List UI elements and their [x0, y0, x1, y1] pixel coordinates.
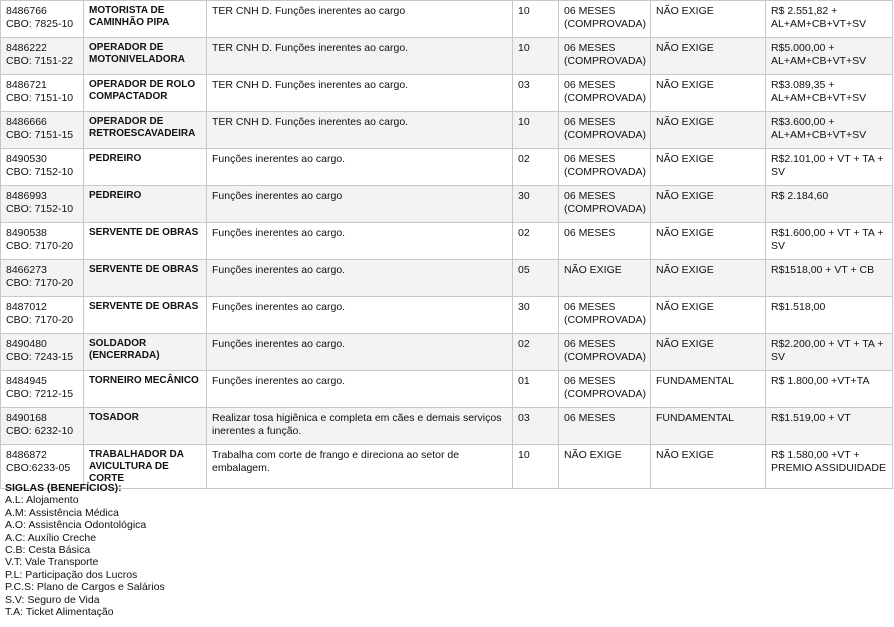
- job-title-cell: PEDREIRO: [84, 186, 207, 223]
- salary-benefits-cell: R$1518,00 + VT + CB: [766, 260, 893, 297]
- requirements-cell: Funções inerentes ao cargo.: [207, 334, 513, 371]
- schooling-cell: NÃO EXIGE: [651, 75, 766, 112]
- vacancy-code: 8486872: [6, 449, 47, 461]
- table-row: [1, 112, 893, 149]
- job-title-cell: TOSADOR: [84, 408, 207, 445]
- salary-benefits-cell: R$ 1.580,00 +VT + PREMIO ASSIDUIDADE: [766, 445, 893, 489]
- experience-cell: NÃO EXIGE: [559, 260, 651, 297]
- vacancy-code-cell: [1, 112, 84, 149]
- vacancy-code: 8486993: [6, 190, 47, 202]
- vacancies-count-cell: 05: [513, 260, 559, 297]
- benefits-legend: [5, 482, 165, 618]
- requirements-cell: Funções inerentes ao cargo.: [207, 149, 513, 186]
- vacancy-code-cell: [1, 297, 84, 334]
- job-title-cell: OPERADOR DE MOTONIVELADORA: [84, 38, 207, 75]
- salary-benefits-cell: R$1.518,00: [766, 297, 893, 334]
- vacancy-code-cell: [1, 38, 84, 75]
- table-row: [1, 1, 893, 38]
- job-title-cell: PEDREIRO: [84, 149, 207, 186]
- legend-item: P.C.S: Plano de Cargos e Salários: [5, 581, 165, 594]
- legend-item: C.B: Cesta Básica: [5, 544, 91, 557]
- table-row: [1, 223, 893, 260]
- legend-items: [5, 494, 165, 618]
- experience-cell: 06 MESES (COMPROVADA): [559, 186, 651, 223]
- legend-item: P.L: Participação dos Lucros: [5, 568, 138, 581]
- experience-cell: NÃO EXIGE: [559, 445, 651, 489]
- cbo-code: CBO: 7151-10: [6, 91, 74, 104]
- cbo-code: CBO:6233-05: [6, 461, 71, 474]
- job-title-cell: TORNEIRO MECÂNICO: [84, 371, 207, 408]
- vacancy-code: 8490168: [6, 412, 47, 424]
- requirements-cell: Funções inerentes ao cargo: [207, 186, 513, 223]
- requirements-cell: Funções inerentes ao cargo.: [207, 223, 513, 260]
- job-title-cell: OPERADOR DE RETROESCAVADEIRA: [84, 112, 207, 149]
- legend-title: SIGLAS (BENEFÍCIOS):: [5, 482, 122, 494]
- table-row: [1, 408, 893, 445]
- vacancies-count-cell: 10: [513, 112, 559, 149]
- table-row: [1, 334, 893, 371]
- schooling-cell: NÃO EXIGE: [651, 149, 766, 186]
- salary-benefits-cell: R$5.000,00 + AL+AM+CB+VT+SV: [766, 38, 893, 75]
- cbo-code: CBO: 7152-10: [6, 165, 74, 178]
- vacancies-count-cell: 30: [513, 186, 559, 223]
- cbo-code: CBO: 7212-15: [6, 387, 74, 400]
- vacancy-code-cell: [1, 260, 84, 297]
- salary-benefits-cell: R$3.089,35 + AL+AM+CB+VT+SV: [766, 75, 893, 112]
- table-row: [1, 75, 893, 112]
- cbo-code: CBO: 7243-15: [6, 350, 74, 363]
- vacancies-count-cell: 10: [513, 445, 559, 489]
- salary-benefits-cell: R$2.200,00 + VT + TA + SV: [766, 334, 893, 371]
- vacancy-code-cell: [1, 371, 84, 408]
- experience-cell: 06 MESES (COMPROVADA): [559, 1, 651, 38]
- schooling-cell: NÃO EXIGE: [651, 1, 766, 38]
- schooling-cell: NÃO EXIGE: [651, 445, 766, 489]
- schooling-cell: NÃO EXIGE: [651, 112, 766, 149]
- cbo-code: CBO: 7151-15: [6, 128, 74, 141]
- experience-cell: 06 MESES: [559, 408, 651, 445]
- salary-benefits-cell: R$2.101,00 + VT + TA + SV: [766, 149, 893, 186]
- job-title-cell: SOLDADOR (ENCERRADA): [84, 334, 207, 371]
- salary-benefits-cell: R$3.600,00 + AL+AM+CB+VT+SV: [766, 112, 893, 149]
- vacancy-code-cell: [1, 186, 84, 223]
- job-title-cell: TRABALHADOR DA AVICULTURA DE CORTE: [84, 445, 207, 489]
- experience-cell: 06 MESES (COMPROVADA): [559, 371, 651, 408]
- schooling-cell: FUNDAMENTAL: [651, 408, 766, 445]
- experience-cell: 06 MESES (COMPROVADA): [559, 75, 651, 112]
- schooling-cell: FUNDAMENTAL: [651, 371, 766, 408]
- vacancy-code-cell: [1, 223, 84, 260]
- schooling-cell: NÃO EXIGE: [651, 38, 766, 75]
- experience-cell: 06 MESES: [559, 223, 651, 260]
- table-row: [1, 371, 893, 408]
- cbo-code: CBO: 7152-10: [6, 202, 74, 215]
- cbo-code: CBO: 7170-20: [6, 239, 74, 252]
- salary-benefits-cell: R$1.519,00 + VT: [766, 408, 893, 445]
- vacancy-code: 8486766: [6, 5, 47, 17]
- cbo-code: CBO: 7170-20: [6, 276, 74, 289]
- vacancies-count-cell: 10: [513, 38, 559, 75]
- vacancy-code-cell: [1, 1, 84, 38]
- job-title-cell: SERVENTE DE OBRAS: [84, 297, 207, 334]
- requirements-cell: TER CNH D. Funções inerentes ao cargo: [207, 1, 513, 38]
- schooling-cell: NÃO EXIGE: [651, 334, 766, 371]
- vacancies-count-cell: 03: [513, 408, 559, 445]
- salary-benefits-cell: R$1.600,00 + VT + TA + SV: [766, 223, 893, 260]
- job-title-cell: SERVENTE DE OBRAS: [84, 260, 207, 297]
- table-row: [1, 260, 893, 297]
- job-rows: [1, 1, 893, 489]
- job-title-cell: MOTORISTA DE CAMINHÃO PIPA: [84, 1, 207, 38]
- cbo-code: CBO: 7151-22: [6, 54, 74, 67]
- vacancies-count-cell: 03: [513, 75, 559, 112]
- salary-benefits-cell: R$ 2.551,82 + AL+AM+CB+VT+SV: [766, 1, 893, 38]
- legend-item: V.T: Vale Transporte: [5, 556, 99, 569]
- schooling-cell: NÃO EXIGE: [651, 223, 766, 260]
- table-row: [1, 186, 893, 223]
- vacancy-code-cell: [1, 408, 84, 445]
- salary-benefits-cell: R$ 2.184,60: [766, 186, 893, 223]
- legend-item: A.O: Assistência Odontológica: [5, 519, 147, 532]
- requirements-cell: Trabalha com corte de frango e direciona ao setor de embalagem.: [207, 445, 513, 489]
- cbo-code: CBO: 6232-10: [6, 424, 74, 437]
- table-row: [1, 149, 893, 186]
- experience-cell: 06 MESES (COMPROVADA): [559, 38, 651, 75]
- job-title-cell: OPERADOR DE ROLO COMPACTADOR: [84, 75, 207, 112]
- vacancy-code: 8486666: [6, 116, 47, 128]
- vacancy-code-cell: [1, 75, 84, 112]
- table-row: [1, 38, 893, 75]
- vacancies-count-cell: 02: [513, 334, 559, 371]
- schooling-cell: NÃO EXIGE: [651, 260, 766, 297]
- job-title-cell: SERVENTE DE OBRAS: [84, 223, 207, 260]
- legend-item: A.M: Assistência Médica: [5, 506, 119, 519]
- vacancy-code: 8484945: [6, 375, 47, 387]
- vacancies-count-cell: 10: [513, 1, 559, 38]
- vacancy-code: 8490530: [6, 153, 47, 165]
- vacancy-code: 8486721: [6, 79, 47, 91]
- experience-cell: 06 MESES (COMPROVADA): [559, 149, 651, 186]
- legend-item: A.L: Alojamento: [5, 494, 79, 507]
- vacancies-count-cell: 01: [513, 371, 559, 408]
- vacancy-code-cell: [1, 149, 84, 186]
- vacancy-code: 8486222: [6, 42, 47, 54]
- legend-item: S.V: Seguro de Vida: [5, 593, 100, 606]
- salary-benefits-cell: R$ 1.800,00 +VT+TA: [766, 371, 893, 408]
- requirements-cell: TER CNH D. Funções inerentes ao cargo.: [207, 75, 513, 112]
- vacancies-count-cell: 02: [513, 149, 559, 186]
- schooling-cell: NÃO EXIGE: [651, 297, 766, 334]
- vacancies-count-cell: 02: [513, 223, 559, 260]
- schooling-cell: NÃO EXIGE: [651, 186, 766, 223]
- experience-cell: 06 MESES (COMPROVADA): [559, 334, 651, 371]
- requirements-cell: TER CNH D. Funções inerentes ao cargo.: [207, 38, 513, 75]
- legend-item: A.C: Auxílio Creche: [5, 531, 97, 544]
- experience-cell: 06 MESES (COMPROVADA): [559, 297, 651, 334]
- table-row: [1, 297, 893, 334]
- requirements-cell: Funções inerentes ao cargo.: [207, 371, 513, 408]
- vacancy-code: 8466273: [6, 264, 47, 276]
- requirements-cell: Realizar tosa higiênica e completa em cães e demais serviços inerentes a função.: [207, 408, 513, 445]
- requirements-cell: TER CNH D. Funções inerentes ao cargo.: [207, 112, 513, 149]
- vacancy-code-cell: [1, 334, 84, 371]
- experience-cell: 06 MESES (COMPROVADA): [559, 112, 651, 149]
- cbo-code: CBO: 7825-10: [6, 17, 74, 30]
- vacancies-count-cell: 30: [513, 297, 559, 334]
- vacancy-code: 8487012: [6, 301, 47, 313]
- vacancy-code: 8490480: [6, 338, 47, 350]
- cbo-code: CBO: 7170-20: [6, 313, 74, 326]
- vacancy-code: 8490538: [6, 227, 47, 239]
- legend-item: T.A: Ticket Alimentação: [5, 606, 114, 619]
- requirements-cell: Funções inerentes ao cargo.: [207, 260, 513, 297]
- requirements-cell: Funções inerentes ao cargo.: [207, 297, 513, 334]
